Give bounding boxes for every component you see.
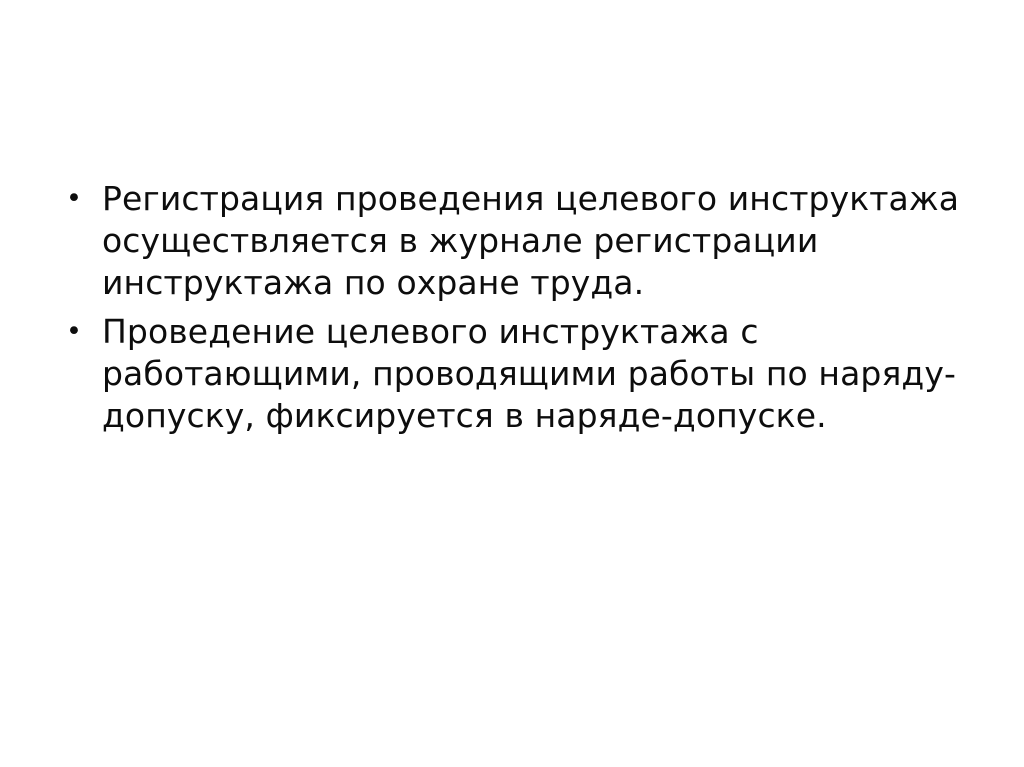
list-item — [48, 311, 964, 438]
bullet-text: Регистрация проведения целевого инструктажа осуществляется в журнале регистрации инструктажа по охране труда. — [102, 179, 960, 303]
slide-content-body — [48, 178, 964, 443]
bullet-text: Проведение целевого инструктажа с работающими, проводящими работы по наряду-допуску, фиксируется в наряде-допуске. — [102, 311, 956, 436]
list-item — [48, 178, 964, 305]
bullet-point-icon: • — [66, 315, 83, 347]
bullet-list — [48, 178, 964, 437]
bullet-point-icon: • — [66, 183, 83, 214]
